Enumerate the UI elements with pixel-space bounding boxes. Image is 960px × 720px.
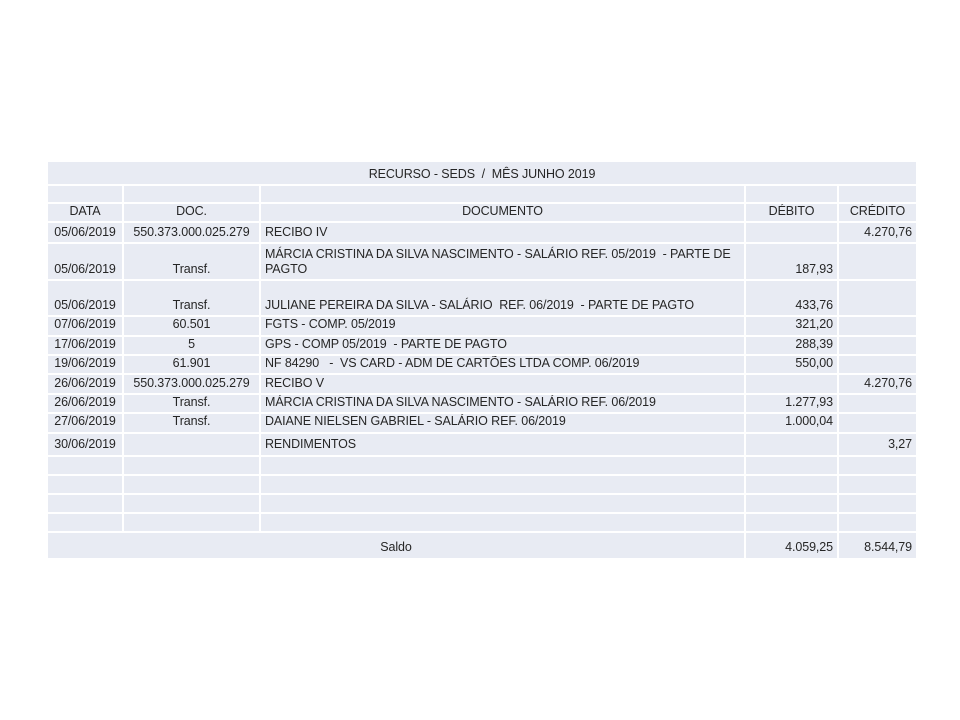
cell-debito: 288,39 bbox=[746, 337, 839, 356]
empty-cell bbox=[124, 514, 261, 533]
empty-cell bbox=[746, 476, 839, 495]
column-header-credito: CRÉDITO bbox=[839, 204, 916, 223]
cell-documento: RENDIMENTOS bbox=[261, 434, 746, 457]
cell-doc: Transf. bbox=[124, 281, 261, 317]
cell-credito bbox=[839, 414, 916, 433]
table-row bbox=[48, 223, 916, 244]
empty-cell bbox=[48, 514, 124, 533]
column-header-debito: DÉBITO bbox=[746, 204, 839, 223]
table-row bbox=[48, 514, 916, 533]
cell-credito bbox=[839, 244, 916, 281]
cell-doc: 550.373.000.025.279 bbox=[124, 223, 261, 244]
saldo-label: Saldo bbox=[48, 533, 746, 558]
cell-data: 07/06/2019 bbox=[48, 317, 124, 336]
cell-data: 05/06/2019 bbox=[48, 281, 124, 317]
cell-debito: 187,93 bbox=[746, 244, 839, 281]
empty-cell bbox=[124, 186, 261, 204]
empty-cell bbox=[124, 495, 261, 514]
column-header-doc: DOC. bbox=[124, 204, 261, 223]
cell-data: 05/06/2019 bbox=[48, 223, 124, 244]
cell-credito: 3,27 bbox=[839, 434, 916, 457]
cell-debito bbox=[746, 375, 839, 395]
table-row bbox=[48, 317, 916, 336]
cell-credito bbox=[839, 337, 916, 356]
table-row bbox=[48, 281, 916, 317]
column-header-documento: DOCUMENTO bbox=[261, 204, 746, 223]
table-row bbox=[48, 337, 916, 356]
cell-doc: Transf. bbox=[124, 244, 261, 281]
cell-documento: RECIBO V bbox=[261, 375, 746, 395]
summary-row bbox=[48, 533, 916, 558]
cell-debito: 1.000,04 bbox=[746, 414, 839, 433]
empty-cell bbox=[839, 457, 916, 476]
cell-data: 30/06/2019 bbox=[48, 434, 124, 457]
empty-cell bbox=[261, 514, 746, 533]
empty-cell bbox=[48, 457, 124, 476]
cell-documento: RECIBO IV bbox=[261, 223, 746, 244]
empty-cell bbox=[124, 457, 261, 476]
cell-documento: MÁRCIA CRISTINA DA SILVA NASCIMENTO - SALÁRIO REF. 05/2019 - PARTE DE PAGTO bbox=[261, 244, 746, 281]
ledger-table bbox=[48, 162, 916, 558]
cell-documento: NF 84290 - VS CARD - ADM DE CARTÕES LTDA COMP. 06/2019 bbox=[261, 356, 746, 375]
cell-documento: GPS - COMP 05/2019 - PARTE DE PAGTO bbox=[261, 337, 746, 356]
cell-data: 17/06/2019 bbox=[48, 337, 124, 356]
saldo-credito: 8.544,79 bbox=[839, 533, 916, 558]
cell-credito bbox=[839, 395, 916, 414]
cell-debito: 321,20 bbox=[746, 317, 839, 336]
cell-credito bbox=[839, 317, 916, 336]
header-row bbox=[48, 204, 916, 223]
cell-doc bbox=[124, 434, 261, 457]
cell-credito bbox=[839, 356, 916, 375]
cell-data: 19/06/2019 bbox=[48, 356, 124, 375]
empty-cell bbox=[48, 495, 124, 514]
saldo-debito: 4.059,25 bbox=[746, 533, 839, 558]
table-row bbox=[48, 434, 916, 457]
empty-cell bbox=[261, 457, 746, 476]
empty-cell bbox=[839, 476, 916, 495]
empty-cell bbox=[261, 495, 746, 514]
cell-doc: Transf. bbox=[124, 414, 261, 433]
cell-doc: 60.501 bbox=[124, 317, 261, 336]
cell-debito: 550,00 bbox=[746, 356, 839, 375]
cell-documento: JULIANE PEREIRA DA SILVA - SALÁRIO REF. 06/2019 - PARTE DE PAGTO bbox=[261, 281, 746, 317]
empty-cell bbox=[839, 514, 916, 533]
cell-documento: DAIANE NIELSEN GABRIEL - SALÁRIO REF. 06/2019 bbox=[261, 414, 746, 433]
column-header-data: DATA bbox=[48, 204, 124, 223]
cell-debito: 1.277,93 bbox=[746, 395, 839, 414]
empty-cell bbox=[48, 186, 124, 204]
cell-credito: 4.270,76 bbox=[839, 375, 916, 395]
cell-credito bbox=[839, 281, 916, 317]
empty-cell bbox=[261, 186, 746, 204]
table-row bbox=[48, 356, 916, 375]
table-row bbox=[48, 162, 916, 186]
table-row bbox=[48, 186, 916, 204]
cell-data: 27/06/2019 bbox=[48, 414, 124, 433]
cell-data: 26/06/2019 bbox=[48, 375, 124, 395]
table-row bbox=[48, 495, 916, 514]
cell-debito bbox=[746, 223, 839, 244]
empty-cell bbox=[746, 495, 839, 514]
empty-cell bbox=[746, 514, 839, 533]
table-row bbox=[48, 476, 916, 495]
empty-cell bbox=[746, 457, 839, 476]
empty-cell bbox=[839, 495, 916, 514]
cell-doc: 5 bbox=[124, 337, 261, 356]
table-title: RECURSO - SEDS / MÊS JUNHO 2019 bbox=[48, 162, 916, 186]
empty-cell bbox=[261, 476, 746, 495]
table-row bbox=[48, 244, 916, 281]
cell-documento: MÁRCIA CRISTINA DA SILVA NASCIMENTO - SALÁRIO REF. 06/2019 bbox=[261, 395, 746, 414]
cell-doc: Transf. bbox=[124, 395, 261, 414]
cell-debito: 433,76 bbox=[746, 281, 839, 317]
cell-doc: 550.373.000.025.279 bbox=[124, 375, 261, 395]
table-row bbox=[48, 395, 916, 414]
cell-documento: FGTS - COMP. 05/2019 bbox=[261, 317, 746, 336]
table-row bbox=[48, 414, 916, 433]
empty-cell bbox=[48, 476, 124, 495]
empty-cell bbox=[746, 186, 839, 204]
cell-doc: 61.901 bbox=[124, 356, 261, 375]
cell-data: 05/06/2019 bbox=[48, 244, 124, 281]
empty-cell bbox=[839, 186, 916, 204]
cell-credito: 4.270,76 bbox=[839, 223, 916, 244]
table-row bbox=[48, 457, 916, 476]
empty-cell bbox=[124, 476, 261, 495]
cell-data: 26/06/2019 bbox=[48, 395, 124, 414]
table-row bbox=[48, 375, 916, 395]
cell-debito bbox=[746, 434, 839, 457]
